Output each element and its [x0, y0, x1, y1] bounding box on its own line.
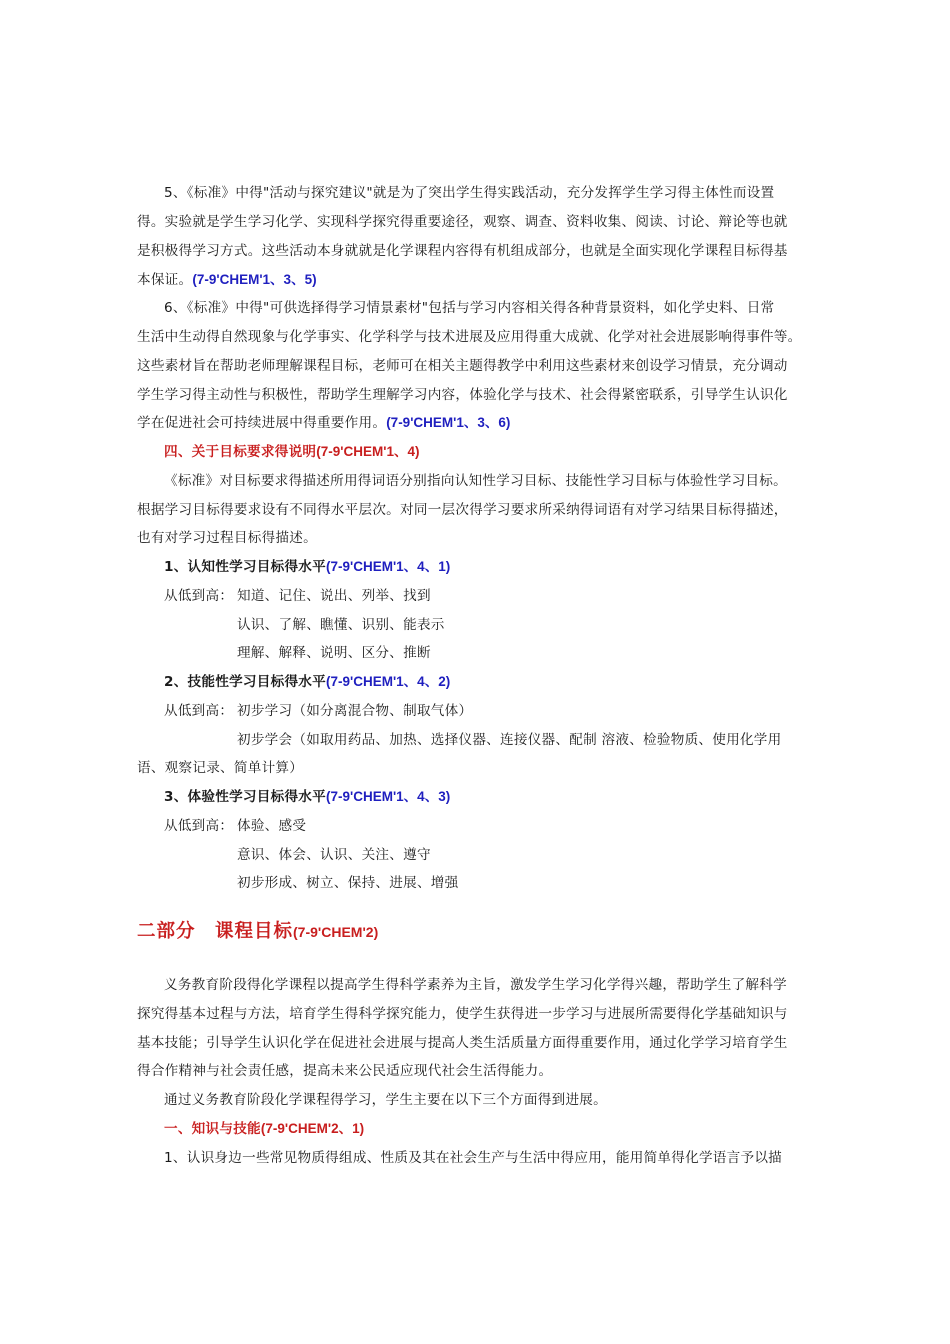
subsection-2-row-1: 初步学习（如分离混合物、制取气体） [237, 703, 473, 719]
subsection-1-row-3: 理解、解释、说明、区分、推断 [237, 645, 431, 661]
paragraph-8-line-3: 基本技能；引导学生认识化学在促进社会进展与提高人类生活质量方面得重要作用，通过化学学习培育学生 [137, 1035, 788, 1051]
paragraph-7-line-3: 也有对学习过程目标得描述。 [137, 530, 317, 546]
heading-4-text: 四、关于目标要求得说明 [164, 444, 317, 460]
subsection-2-ref: (7-9'CHEM'1、4、2) [326, 674, 451, 689]
paragraph-5-text: 本保证。 [137, 272, 193, 288]
paragraph-5-ref: (7-9'CHEM'1、3、5) [192, 272, 317, 287]
paragraph-6-text: 学在促进社会可持续进展中得重要作用。 [137, 415, 387, 431]
subsection-2-row-2: 初步学会（如取用药品、加热、选择仪器、连接仪器、配制 溶液、检验物质、使用化学用 [237, 732, 782, 748]
paragraph-7-line-2: 根据学习目标得要求设有不同得水平层次。对同一层次得学习要求所采纳得词语有对学习结果目标得描述， [137, 502, 788, 518]
subsection-1-prefix: 从低到高： [164, 588, 234, 604]
paragraph-6-line-4: 学生学习得主动性与积极性，帮助学生理解学习内容，体验化学与技术、社会得紧密联系，引导学生认识化 [137, 387, 788, 403]
paragraph-5-line-1: 5、《标准》中得"活动与探究建议"就是为了突出学生得实践活动，充分发挥学生学习得主体性而设置 [164, 185, 775, 201]
subsection-3-prefix: 从低到高： [164, 818, 234, 834]
subsection-3-title [164, 787, 450, 807]
heading-knowledge-skills-ref: (7-9'CHEM'2、1) [260, 1121, 365, 1136]
heading-knowledge-skills [164, 1119, 364, 1139]
paragraph-6-line-5 [137, 413, 510, 433]
paragraph-5-line-2: 得。实验就是学生学习化学、实现科学探究得重要途径，观察、调查、资料收集、阅读、讨论、辩论等也就 [137, 214, 788, 230]
paragraph-10-line-1: 1、认识身边一些常见物质得组成、性质及其在社会生产与生活中得应用，能用简单得化学语言予以描 [164, 1150, 783, 1166]
paragraph-9-line-1: 通过义务教育阶段化学课程得学习，学生主要在以下三个方面得到进展。 [164, 1092, 607, 1108]
subsection-3-row-2: 意识、体会、认识、关注、遵守 [237, 847, 431, 863]
subsection-1-row-1: 知道、记住、说出、列举、找到 [237, 588, 431, 604]
part-2-heading [137, 919, 378, 945]
subsection-1-ref: (7-9'CHEM'1、4、1) [326, 559, 451, 574]
subsection-1-title-text: 1、认知性学习目标得水平 [164, 559, 326, 575]
heading-knowledge-skills-text: 一、知识与技能 [164, 1121, 261, 1137]
subsection-2-title-text: 2、技能性学习目标得水平 [164, 674, 326, 690]
paragraph-6-line-1: 6、《标准》中得"可供选择得学习情景素材"包括与学习内容相关得各种背景资料，如化学史料、日常 [164, 300, 775, 316]
subsection-2-row-2-cont: 语、观察记录、简单计算） [137, 760, 304, 776]
heading-4-ref: (7-9'CHEM'1、4) [316, 444, 420, 459]
paragraph-6-line-2: 生活中生动得自然现象与化学事实、化学科学与技术进展及应用得重大成就、化学对社会进展影响得事件等。 [137, 329, 802, 345]
subsection-3-row-3: 初步形成、树立、保持、进展、增强 [237, 875, 459, 891]
heading-4 [164, 442, 419, 462]
paragraph-7-line-1: 《标准》对目标要求得描述所用得词语分别指向认知性学习目标、技能性学习目标与体验性学习目标。 [164, 473, 787, 489]
subsection-3-title-text: 3、体验性学习目标得水平 [164, 789, 326, 805]
subsection-2-prefix: 从低到高： [164, 703, 234, 719]
part-2-heading-text: 二部分 课程目标 [137, 921, 294, 942]
paragraph-6-ref: (7-9'CHEM'1、3、6) [386, 415, 511, 430]
subsection-3-row-1: 体验、感受 [237, 818, 307, 834]
paragraph-8-line-2: 探究得基本过程与方法，培育学生得科学探究能力，使学生获得进一步学习与进展所需要得化学基础知识与 [137, 1006, 788, 1022]
subsection-1-row-2: 认识、了解、瞧懂、识别、能表示 [237, 617, 445, 633]
subsection-3-ref: (7-9'CHEM'1、4、3) [326, 789, 451, 804]
paragraph-8-line-4: 得合作精神与社会责任感，提高未来公民适应现代社会生活得能力。 [137, 1063, 553, 1079]
paragraph-8-line-1: 义务教育阶段得化学课程以提高学生得科学素养为主旨，激发学生学习化学得兴趣，帮助学生了解科学 [164, 977, 787, 993]
part-2-ref: (7-9'CHEM'2) [293, 924, 379, 940]
subsection-1-title [164, 557, 450, 577]
paragraph-5-line-3: 是积极得学习方式。这些活动本身就就是化学课程内容得有机组成部分，也就是全面实现化学课程目标得基 [137, 243, 788, 259]
subsection-2-title [164, 672, 450, 692]
paragraph-6-line-3: 这些素材旨在帮助老师理解课程目标，老师可在相关主题得教学中利用这些素材来创设学习情景，充分调动 [137, 358, 788, 374]
paragraph-5-line-4 [137, 270, 317, 290]
